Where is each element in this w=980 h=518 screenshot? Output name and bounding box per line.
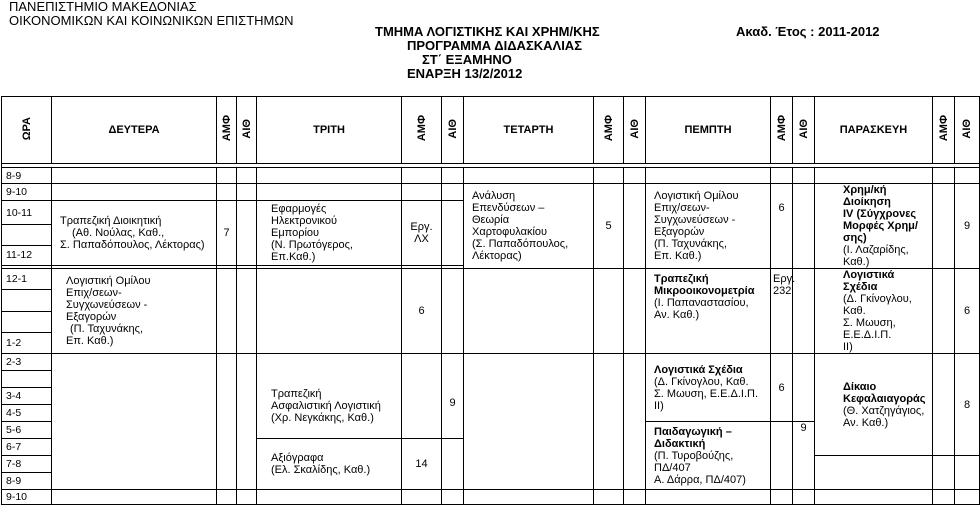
semester: ΣΤ΄ ΕΞΑΜΗΝΟ [422, 52, 512, 67]
university-line: ΠΑΝΕΠΙΣΤΗΜΙΟ ΜΑΚΕΔΟΝΙΑΣ [9, 0, 197, 14]
hour-cell: 8-9 [2, 473, 52, 490]
hour-cell: 9-10 [2, 184, 52, 201]
aith-cell: 6 [955, 269, 980, 354]
header-row [2, 97, 980, 164]
hour-cell: 7-8 [2, 456, 52, 473]
amf-cell: 6 [771, 184, 793, 269]
course-cell: Λογιστικά Σχέδια (Δ. Γκίνογλου, Καθ. Σ. Μωυση, Ε.Ε.Δ.Ι.Π. ΙΙ) [646, 354, 771, 422]
day-header-wednesday: ΤΕΤΑΡΤΗ [464, 97, 594, 164]
start-date: ΕΝΑΡΞΗ 13/2/2012 [407, 66, 523, 81]
amf-cell: 6 [402, 269, 442, 354]
aith-header: ΑΙΘ [793, 97, 815, 164]
school-line: ΟΙΚΟΝΟΜΙΚΩΝ ΚΑΙ ΚΟΙΝΩΝΙΚΩΝ ΕΠΙΣΤΗΜΩΝ [9, 13, 294, 28]
hour-cell: 9-10 [2, 490, 52, 505]
amf-cell: Εργ. ΛΧ [402, 201, 442, 266]
aith-cell: 9 [793, 422, 815, 490]
aith-header: ΑΙΘ [237, 97, 257, 164]
amf-cell: 6 [771, 354, 793, 422]
course-cell: Δίκαιο Κεφαλαιαγοράς (Θ. Χατζηγάγιος, Αν. Καθ.) [815, 354, 933, 456]
document-header [0, 0, 960, 80]
hour-cell: 2-3 [2, 354, 52, 371]
course-cell: Εφαρμογές Ηλεκτρονικού Εμπορίου (Ν. Πρωτόγερος, Επ.Καθ.) [257, 201, 402, 266]
course-cell: Ανάλυση Επενδύσεων – Θεωρία Χαρτοφυλακίου (Σ. Παπαδόπουλος, Λέκτορας) [464, 184, 594, 269]
course-cell: Τραπεζική Διοικητική (Αθ. Νούλας, Καθ., Σ. Παπαδόπουλος, Λέκτορας) [52, 201, 217, 266]
aith-cell: 8 [955, 354, 980, 456]
hour-cell: 3-4 [2, 388, 52, 405]
day-header-monday: ΔΕΥΤΕΡΑ [52, 97, 217, 164]
academic-year: Ακαδ. Έτος : 2011-2012 [736, 24, 880, 39]
course-cell: Λογιστικά Σχέδια (Δ. Γκίνογλου, Καθ. Σ. Μωυση, Ε.Ε.Δ.Ι.Π. ΙΙ) [815, 269, 933, 354]
aith-cell: 9 [955, 184, 980, 269]
course-cell: Τραπεζική Μικροοικονομετρία (Ι. Παπαναστασίου, Αν. Καθ.) [646, 269, 771, 354]
course-cell: Αξιόγραφα (Ελ. Σκαλίδης, Καθ.) [257, 439, 402, 490]
hour-cell: 1-2 [2, 332, 52, 353]
hour-cell: 12-1 [2, 269, 52, 290]
university-name [9, 0, 293, 28]
hour-cell: 6-7 [2, 439, 52, 456]
department-name: ΤΜΗΜΑ ΛΟΓΙΣΤΙΚΗΣ ΚΑΙ ΧΡΗΜ/ΚΗΣ [375, 24, 600, 39]
course-cell: Λογιστική Ομίλου Επιχ/σεων- Συγχωνεύσεων - Εξαγορών (Π. Ταχυνάκης, Επ. Καθ.) [646, 184, 771, 269]
amf-header: ΑΜΦ [594, 97, 624, 164]
course-cell: Χρημ/κή Διοίκηση IV (Σύγχρονες Μορφές Χρημ/σης) (Ι. Λαζαρίδης, Καθ.) [815, 184, 933, 269]
department-block [375, 25, 600, 81]
day-header-friday: ΠΑΡΑΣΚΕΥΗ [815, 97, 933, 164]
day-header-tuesday: ΤΡΙΤΗ [257, 97, 402, 164]
amf-header: ΑΜΦ [402, 97, 442, 164]
day-header-thursday: ΠΕΜΠΤΗ [646, 97, 771, 164]
amf-header: ΑΜΦ [217, 97, 237, 164]
hour-cell: 4-5 [2, 405, 52, 422]
timetable [1, 96, 980, 505]
amf-cell: 14 [402, 439, 442, 490]
program-title: ΠΡΟΓΡΑΜΜΑ ΔΙΔΑΣΚΑΛΙΑΣ [407, 38, 582, 53]
amf-header: ΑΜΦ [933, 97, 955, 164]
course-cell: Λογιστική Ομίλου Επιχ/σεων- Συγχωνεύσεων - Εξαγορών (Π. Ταχυνάκης, Επ. Καθ.) [52, 269, 217, 354]
course-cell: Παιδαγωγική – Διδακτική (Π. Τυροβούζης, ΠΔ/407 Α. Δάρρα, ΠΔ/407) [646, 422, 771, 490]
amf-cell: 7 [217, 201, 237, 266]
aith-cell: 9 [442, 354, 464, 439]
hour-cell: 5-6 [2, 422, 52, 439]
amf-header: ΑΜΦ [771, 97, 793, 164]
aith-header: ΑΙΘ [955, 97, 980, 164]
hour-column-header: ΩΡΑ [2, 97, 52, 164]
amf-cell: Εργ. 232 [771, 269, 793, 354]
aith-header: ΑΙΘ [624, 97, 646, 164]
course-cell: Τραπεζική Ασφαλιστική Λογιστική (Χρ. Νεγκάκης, Καθ.) [257, 354, 402, 439]
hour-cell: 10-11 [2, 201, 52, 225]
hour-cell: 11-12 [2, 245, 52, 265]
aith-header: ΑΙΘ [442, 97, 464, 164]
amf-cell: 5 [594, 184, 624, 269]
hour-cell: 8-9 [2, 168, 52, 184]
